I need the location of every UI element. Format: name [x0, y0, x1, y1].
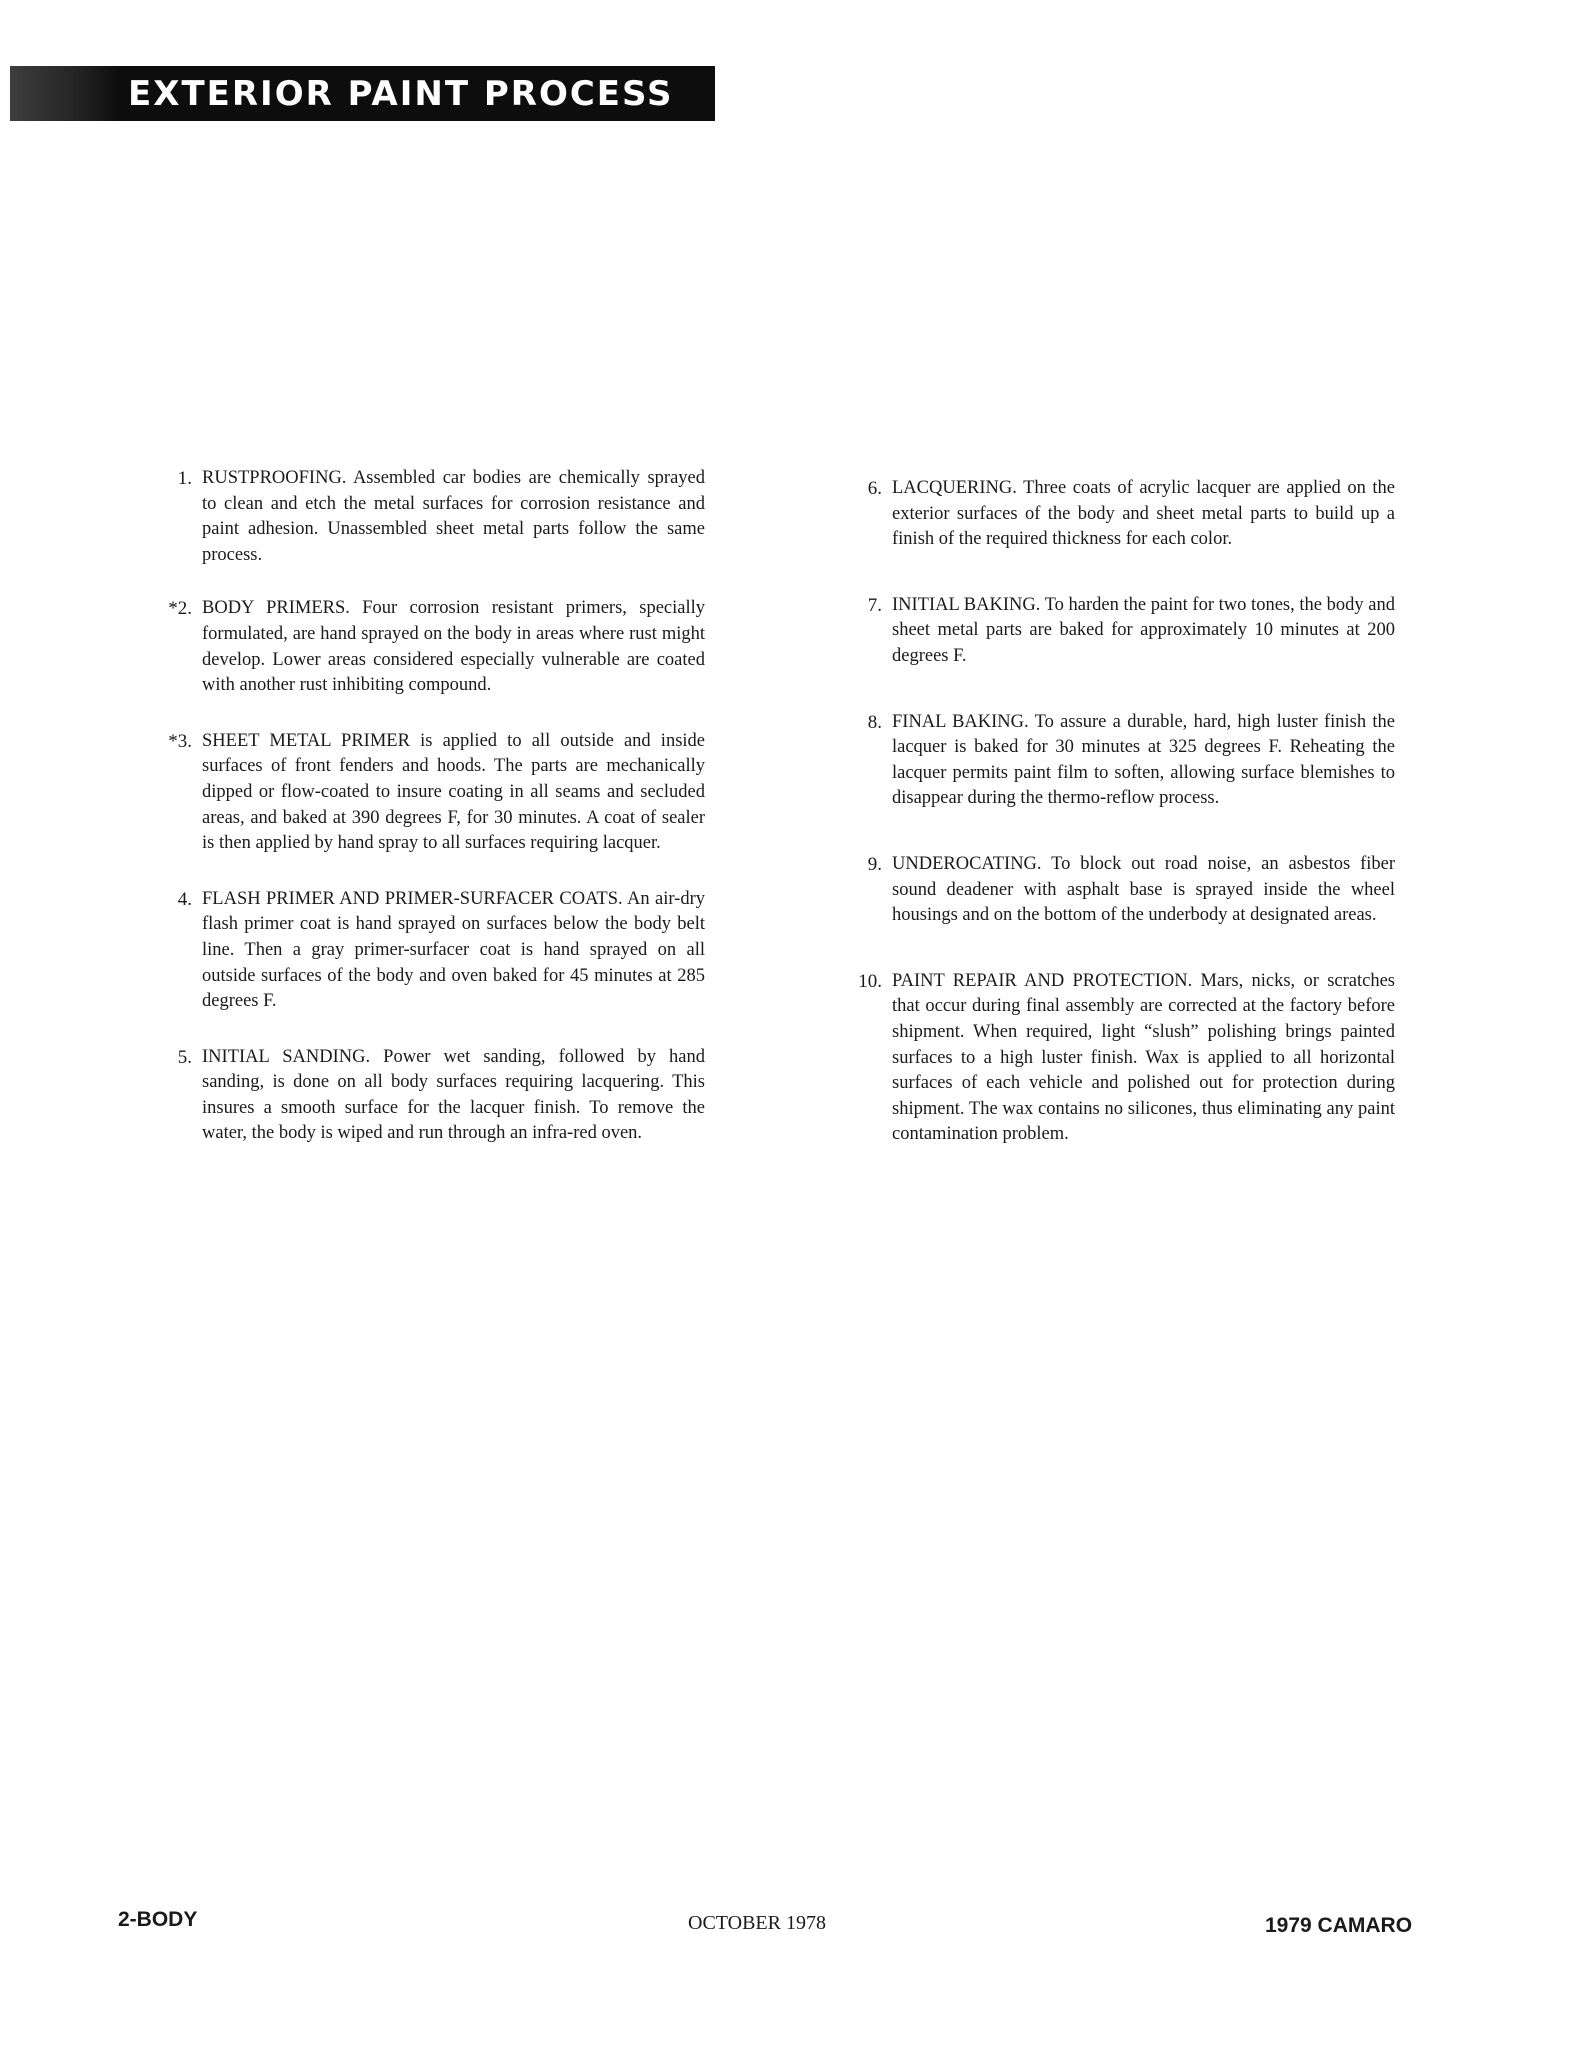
item-number: 6. [867, 478, 882, 499]
list-item [150, 596, 705, 698]
item-text: INITIAL SANDING. Power wet sanding, followed by hand sanding, is done on all body surfaces requiring lacquering. This insures a smooth surface for the lacquer finish. To remove the water, the body is wiped and run through an infra-red oven. [202, 1046, 705, 1144]
item-text: INITIAL BAKING. To harden the paint for two tones, the body and sheet metal parts are baked for approximately 10 minutes at 200 degrees F. [892, 594, 1395, 666]
item-text: FLASH PRIMER AND PRIMER-SURFACER COATS. An air-dry flash primer coat is hand sprayed on surfaces below the body belt line. Then a gray primer-surfacer coat is hand sprayed on all outside surfaces of the body and oven baked for 45 minutes at 285 degrees F. [202, 888, 705, 1012]
item-number: 4. [177, 888, 192, 910]
footer-date: OCTOBER 1978 [688, 1912, 826, 1934]
item-text: PAINT REPAIR AND PROTECTION. Mars, nicks, or scratches that occur during final assembly are corrected at the factory before shipment. When required, light “slush” polishing brings painted surfaces to a high luster finish. Wax is applied to all horizontal surfaces of each vehicle and polished out for protection during shipment. The wax contains no silicones, thus eliminating any paint contamination problem. [892, 970, 1395, 1145]
right-column [840, 476, 1395, 1178]
page-title: EXTERIOR PAINT PROCESS [128, 73, 674, 114]
item-number: 8. [867, 711, 882, 733]
item-number: *3. [168, 730, 192, 752]
list-item [150, 1045, 705, 1147]
left-column [150, 466, 705, 1177]
list-item [150, 887, 705, 1015]
list-item [150, 729, 705, 857]
item-number: *2. [168, 598, 192, 620]
section-header-bar [10, 66, 715, 121]
list-item [840, 593, 1395, 670]
list-item [150, 466, 705, 568]
item-number: 10. [858, 970, 882, 992]
item-text: SHEET METAL PRIMER is applied to all outside and inside surfaces of front fenders and hoods. The parts are mechanically dipped or flow-coated to insure coating in all seams and secluded areas, and baked at 390 degrees F, for 30 minutes. A coat of sealer is then applied by hand spray to all surfaces requiring lacquer. [202, 730, 705, 854]
item-text: UNDEROCATING. To block out road noise, an asbestos fiber sound deadener with asphalt base is sprayed inside the wheel housings and on the bottom of the underbody at designated areas. [892, 853, 1395, 926]
item-text: RUSTPROOFING. Assembled car bodies are chemically sprayed to clean and etch the metal surfaces for corrosion resistance and paint adhesion. Unassembled sheet metal parts follow the same process. [202, 468, 705, 565]
item-number: 7. [867, 594, 882, 616]
item-number: 5. [177, 1046, 192, 1068]
item-number: 9. [867, 853, 882, 875]
item-text: FINAL BAKING. To assure a durable, hard, high luster finish the lacquer is baked for 30 minutes at 325 degrees F. Reheating the lacquer permits paint film to soften, allowing surface blemishes to disappear during the thermo-reflow process. [892, 711, 1395, 809]
footer-page-number: 2-BODY [118, 1908, 198, 1931]
item-text: LACQUERING. Three coats of acrylic lacquer are applied on the exterior surfaces of the body and sheet metal parts to build up a finish of the required thickness for each color. [892, 478, 1395, 550]
list-item [840, 852, 1395, 929]
list-item [840, 969, 1395, 1148]
list-item [840, 710, 1395, 812]
footer-model: 1979 CAMARO [1265, 1914, 1413, 1937]
list-item [840, 476, 1395, 553]
item-number: 1. [177, 468, 192, 489]
item-text: BODY PRIMERS. Four corrosion resistant primers, specially formulated, are hand sprayed on the body in areas where rust might develop. Lower areas considered especially vulnerable are coated with another rust inhibiting compound. [202, 598, 705, 696]
